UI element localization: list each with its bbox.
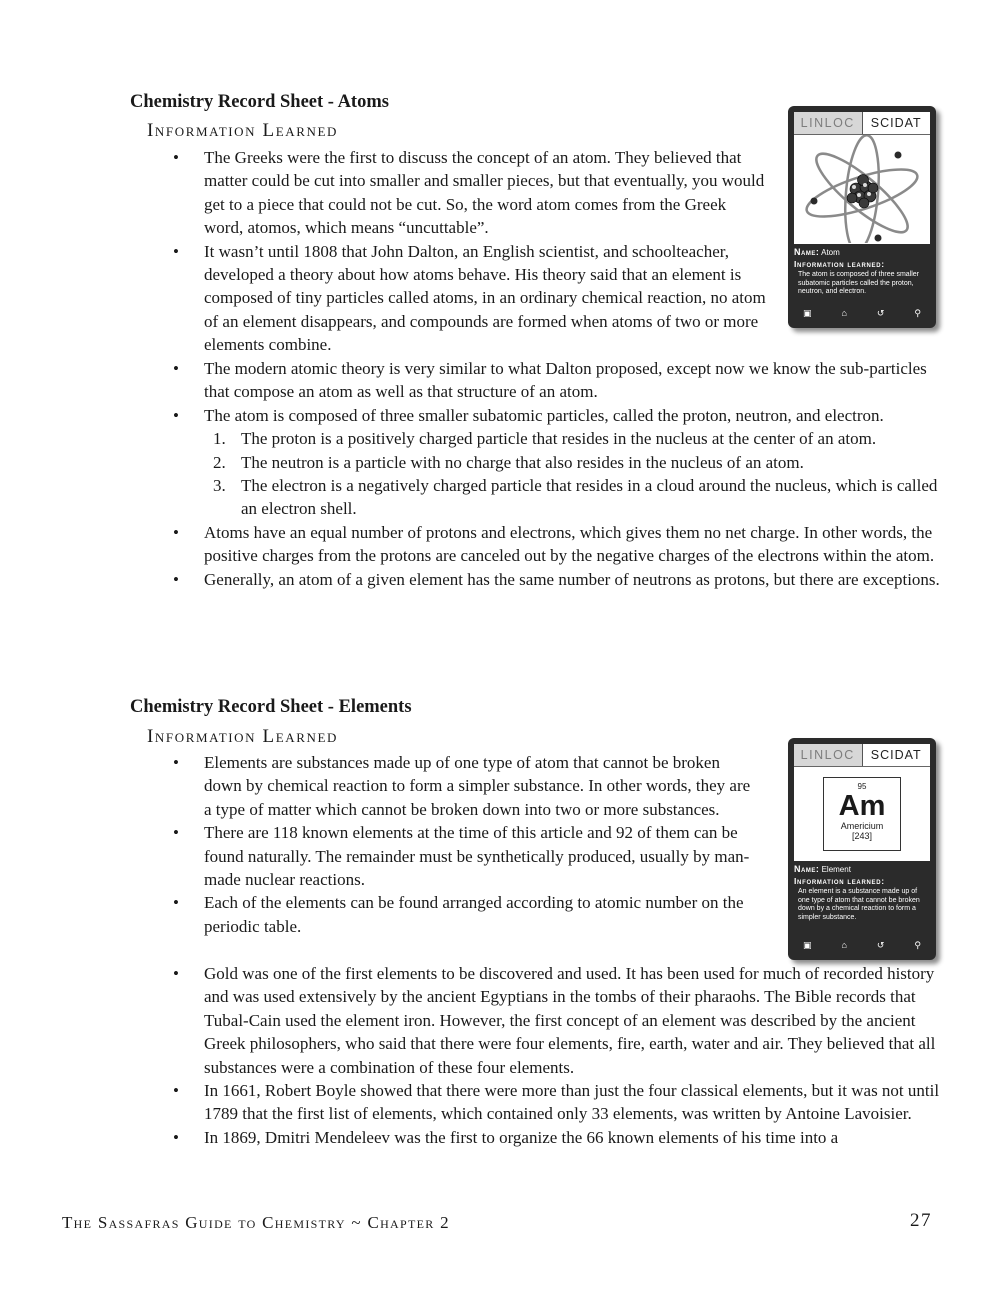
elements-bullet-list-bottom [130, 962, 940, 1149]
list-item [130, 404, 940, 521]
list-item: • Generally, an atom of a given element has the same number of neutrons as protons, but there are exceptions. [130, 568, 940, 591]
card-navbar [788, 940, 936, 951]
numbered-item [204, 474, 940, 521]
card-screen [794, 112, 930, 244]
element-name: Americium [840, 821, 884, 831]
list-item: • The modern atomic theory is very similar to what Dalton proposed, except now we know the sub-particles that compose an atom as well as that structure of an atom. [130, 357, 940, 404]
atom-scidat-card [788, 106, 936, 328]
list-item: • There are 118 known elements at the time of this article and 92 of them can be found naturally. The remainder must be synthetically produced, usually by man-made nuclear reactions. [130, 821, 758, 891]
name-value: Element [821, 865, 851, 874]
atoms-bullet-list-top [130, 146, 766, 357]
page-number: 27 [910, 1210, 932, 1231]
list-item: • The Greeks were the first to discuss the concept of an atom. They believed that matter could be cut into smaller and smaller pieces, but that eventually, you would get to a piece that could not be cut. So, the word atom comes from the Greek word, atomos, which means “uncuttable”. [130, 146, 766, 240]
tab-scidat: SCIDAT [870, 748, 922, 762]
item-text: The proton is a positively charged particle that resides in the nucleus at the center of an atom. [241, 429, 877, 449]
search-icon: ⚲ [914, 940, 921, 950]
atomic-number: 95 [857, 782, 867, 791]
list-item: • Atoms have an equal number of protons and electrons, which gives them no net charge. In other words, the positive charges from the protons are canceled out by the negative charges of the electrons within the atom. [130, 521, 940, 568]
item-text: The neutron is a particle with no charge that also resides in the nucleus of an atom. [241, 452, 804, 472]
item-number: 3. [213, 476, 226, 496]
tab-linloc: LINLOC [794, 744, 863, 766]
element-scidat-card [788, 738, 936, 960]
elements-subheading: Information Learned [147, 726, 339, 747]
list-item: • In 1661, Robert Boyle showed that there were more than just the four classical elements, but it was not until 1789 that the first list of elements, which contained only 33 elements, was written by Antoine Lavoisier. [130, 1079, 940, 1126]
elements-heading: Chemistry Record Sheet - Elements [130, 697, 412, 717]
card-screen [794, 744, 930, 861]
atoms-heading: Chemistry Record Sheet - Atoms [130, 92, 389, 112]
info-label: Information learned: [794, 259, 885, 269]
element-mass: [243] [851, 831, 873, 841]
card-navbar [788, 308, 936, 319]
back-icon: ↺ [876, 308, 885, 318]
list-item: • It wasn’t until 1808 that John Dalton, an English scientist, and schoolteacher, developed a theory about how atoms behave. His theory said that an element is composed of tiny particles called atoms, in an ordinary chemical reaction, no atom of an element disappears, and compounds are formed when atoms of two or more elements combine. [130, 240, 766, 357]
tab-linloc: LINLOC [794, 112, 863, 134]
name-label: Name: [794, 247, 820, 257]
home-icon: ⌂ [841, 940, 847, 950]
card-name-row [794, 247, 840, 257]
card-tabs [794, 112, 930, 135]
numbered-item [204, 427, 940, 450]
name-label: Name: [794, 864, 820, 874]
list-item: • Each of the elements can be found arranged according to atomic number on the periodic table. [130, 891, 758, 938]
particle-numbered-list [204, 427, 940, 521]
card-tabs [794, 744, 930, 767]
info-text: An element is a substance made up of one type of atom that cannot be broken down by a chemical reaction to form a simpler substance. [798, 888, 920, 921]
name-value: Atom [821, 248, 840, 257]
element-tile [823, 777, 901, 851]
tab-scidat: SCIDAT [870, 116, 922, 130]
elements-bullet-list-top [130, 751, 758, 938]
item-text: The electron is a negatively charged particle that resides in a cloud around the nucleus, which is called an electron shell. [241, 476, 938, 519]
element-symbol: Am [838, 790, 886, 822]
atom-icon [794, 135, 930, 243]
item-number: 1. [213, 429, 226, 449]
card-name-row [794, 864, 851, 874]
home-icon: ⌂ [841, 308, 847, 318]
list-item: • Elements are substances made up of one type of atom that cannot be broken down by chemical reaction to form a simpler substance. In other words, they are a type of matter which cannot be broken down into two or more substances. [130, 751, 758, 821]
info-label: Information learned: [794, 876, 885, 886]
list-item: • In 1869, Dmitri Mendeleev was the first to organize the 66 known elements of his time into a [130, 1126, 940, 1149]
atoms-bullet-list-bottom [130, 357, 940, 591]
menu-icon: ▣ [802, 308, 812, 318]
menu-icon: ▣ [802, 940, 812, 950]
list-item-text: The atom is composed of three smaller subatomic particles, called the proton, neutron, and electron. [204, 405, 884, 425]
atoms-subheading: Information Learned [147, 120, 339, 141]
footer-title: The Sassafras Guide to Chemistry ~ Chapter 2 [62, 1213, 450, 1232]
search-icon: ⚲ [914, 308, 921, 318]
info-text: The atom is composed of three smaller subatomic particles called the proton, neutron, and electron. [798, 271, 919, 296]
numbered-item [204, 451, 940, 474]
item-number: 2. [213, 452, 226, 472]
list-item: • Gold was one of the first elements to be discovered and used. It has been used for much of recorded history and was used extensively by the ancient Egyptians in the tombs of their pharaohs. The Bible records that Tubal-Cain used the element iron. However, the first concept of an element was described by the ancient Greek philosophers, who said that there were four elements, fire, earth, water and air. They believed that all substances were a combination of these four elements. [130, 962, 940, 1079]
back-icon: ↺ [876, 940, 885, 950]
